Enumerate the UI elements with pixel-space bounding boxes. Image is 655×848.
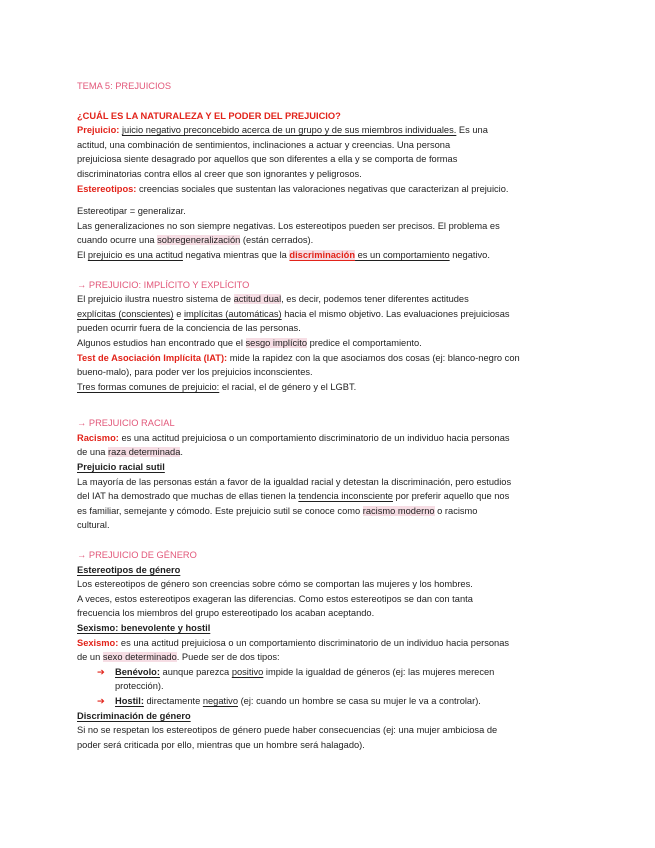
- highlight-actitud-dual: actitud dual: [233, 294, 282, 305]
- term-benevolo: Benévolo:: [115, 666, 160, 677]
- paragraph-line: bueno-malo), para poder ver los prejuicios inconscientes.: [77, 367, 313, 378]
- paragraph-line: A veces, estos estereotipos exageran las diferencias. Como estos estereotipos se dan con tanta: [77, 593, 473, 604]
- text: Algunos estudios han encontrado que el: [77, 337, 246, 348]
- discriminacion-comportamiento: es un comportamiento: [355, 249, 450, 260]
- text: por preferir aquello que nos: [392, 491, 510, 502]
- implicitas: implícitas (automáticas): [183, 308, 282, 319]
- text: hacia el mismo objetivo. Las evaluaciones prejuiciosas: [281, 308, 510, 319]
- paragraph-line: prejuiciosa siente desagrado por aquellos que son diferentes a ella y se comporta de formas: [77, 154, 458, 165]
- term-iat: Test de Asociación Implícita (IAT):: [77, 352, 228, 363]
- explicitas: explícitas (conscientes): [77, 308, 174, 319]
- text: del IAT ha demostrado que muchas de ellas tienen la: [77, 491, 299, 502]
- highlight-sexo-determinado: sexo determinado: [102, 652, 177, 663]
- paragraph-line: Si no se respetan los estereotipos de género puede haber consecuencias (ej: una mujer ambiciosa de: [77, 725, 498, 736]
- paragraph-line: [77, 489, 582, 504]
- highlight-raza-determinada: raza determinada: [108, 447, 181, 458]
- term-prejuicio: Prejuicio:: [77, 125, 120, 136]
- text: predice el comportamiento.: [307, 337, 422, 348]
- text: , es decir, podemos tener diferentes actitudes: [281, 294, 469, 305]
- section-heading-naturaleza: ¿CUÁL ES LA NATURALEZA Y EL PODER DEL PREJUICIO?: [77, 110, 341, 121]
- text: aunque parezca: [159, 666, 232, 677]
- text: (ej: cuando un hombre se casa su mujer le va a controlar).: [238, 695, 481, 706]
- text: es una actitud prejuiciosa o un comportamiento discriminatorio de un individuo hacia personas: [118, 637, 510, 648]
- negativo: negativo: [202, 695, 238, 706]
- paragraph-line: protección).: [115, 681, 164, 692]
- subheading-discriminacion-genero: Discriminación de género: [77, 710, 191, 721]
- paragraph-line: La mayoría de las personas están a favor de la igualdad racial y detestan la discriminación, pero estudios: [77, 476, 512, 487]
- definition-prejuicio: [77, 123, 582, 138]
- text: (están cerrados).: [240, 235, 314, 246]
- subheading-prejuicio-sutil: Prejuicio racial sutil: [77, 462, 165, 473]
- positivo: positivo: [231, 666, 264, 677]
- page-title: TEMA 5: PREJUICIOS: [77, 81, 172, 91]
- paragraph-line: [77, 380, 582, 395]
- prejuicio-actitud: prejuicio es una actitud: [87, 249, 183, 260]
- paragraph-line: actitud, una combinación de sentimientos, inclinaciones a actuar y creencias. Una persona: [77, 139, 451, 150]
- subheading-sexismo: Sexismo: benevolente y hostil: [77, 623, 211, 633]
- paragraph-line: discriminatorias contra ellos al creer que son ignorantes y peligrosos.: [77, 168, 362, 179]
- text: es familiar, semejante y cómodo. Este prejuicio sutil se conoce como: [77, 505, 363, 516]
- highlight-sesgo-implicito: sesgo implícito: [245, 337, 308, 348]
- text: El prejuicio ilustra nuestro sistema de: [77, 294, 234, 305]
- text: negativo.: [449, 249, 490, 260]
- bullet-hostil: [77, 694, 582, 709]
- paragraph-line: [77, 307, 582, 322]
- text: .: [180, 447, 183, 458]
- text: directamente: [143, 695, 203, 706]
- definition-sexismo: [77, 636, 582, 651]
- paragraph-line: [77, 248, 582, 263]
- term-hostil: Hostil:: [115, 695, 144, 706]
- text: es una actitud prejuiciosa o un comportamiento discriminatorio de un individuo hacia personas: [118, 432, 510, 443]
- section-heading-racial: → PREJUICIO RACIAL: [77, 418, 175, 429]
- term-estereotipos: Estereotipos:: [77, 183, 137, 194]
- paragraph-line: [77, 445, 582, 460]
- paragraph-line: frecuencia los miembros del grupo estereotipado los acaban aceptando.: [77, 608, 375, 619]
- text: el racial, el de género y el LGBT.: [219, 381, 357, 392]
- term-racismo: Racismo:: [77, 432, 119, 443]
- highlight-racismo-moderno: racismo moderno: [362, 505, 435, 516]
- paragraph-line: [77, 292, 582, 307]
- paragraph-line: Los estereotipos de género son creencias sobre cómo se comportan las mujeres y los hombres.: [77, 579, 473, 590]
- definition-estereotipos: [77, 182, 582, 197]
- paragraph-line: [77, 233, 582, 248]
- text: El: [77, 249, 88, 260]
- definition-racismo: [77, 431, 582, 446]
- text: de un: [77, 652, 103, 663]
- prejuicio-definition: juicio negativo preconcebido acerca de un grupo y de sus miembros individuales.: [121, 125, 457, 136]
- paragraph-line: poder será criticada por ello, mientras que un hombre será halagado).: [77, 739, 365, 750]
- paragraph-line: [77, 504, 582, 519]
- paragraph-line: cultural.: [77, 520, 110, 531]
- paragraph-line: Las generalizaciones no son siempre negativas. Los estereotipos pueden ser precisos. El problema es: [77, 220, 500, 231]
- text: impide la igualdad de géneros (ej: las mujeres merecen: [263, 666, 495, 677]
- text: cuando ocurre una: [77, 235, 158, 246]
- section-heading-genero: → PREJUICIO DE GÉNERO: [77, 550, 197, 561]
- arrow-icon: ➔: [97, 695, 105, 706]
- paragraph-line: Estereotipar = generalizar.: [77, 206, 186, 217]
- paragraph-line: [77, 336, 582, 351]
- document-body: [77, 79, 582, 752]
- estereotipos-definition: creencias sociales que sustentan las valoraciones negativas que caracterizan al prejuicio.: [136, 183, 509, 194]
- tendencia-inconsciente: tendencia inconsciente: [298, 491, 393, 502]
- text: o racismo: [434, 505, 478, 516]
- text: Es una: [456, 125, 488, 136]
- highlight-sobregeneralizacion: sobregeneralización: [157, 235, 241, 246]
- subheading-estereotipos-genero: Estereotipos de género: [77, 564, 181, 575]
- term-discriminacion: discriminación: [289, 249, 356, 260]
- arrow-icon: ➔: [97, 666, 105, 677]
- paragraph-line: pueden ocurrir fuera de la conciencia de las personas.: [77, 323, 301, 334]
- term-sexismo: Sexismo:: [77, 637, 119, 648]
- section-heading-implicito: → PREJUICIO: IMPLÍCITO Y EXPLÍCITO: [77, 279, 250, 290]
- text: mide la rapidez con la que asociamos dos cosas (ej: blanco-negro con: [227, 352, 520, 363]
- text: negativa mientras que la: [182, 249, 290, 260]
- bullet-benevolo: [77, 665, 582, 680]
- paragraph-line: [77, 650, 582, 665]
- tres-formas: Tres formas comunes de prejuicio:: [77, 381, 220, 392]
- text: e: [173, 308, 184, 319]
- definition-iat: [77, 351, 582, 366]
- text: . Puede ser de dos tipos:: [176, 652, 280, 663]
- text: de una: [77, 447, 109, 458]
